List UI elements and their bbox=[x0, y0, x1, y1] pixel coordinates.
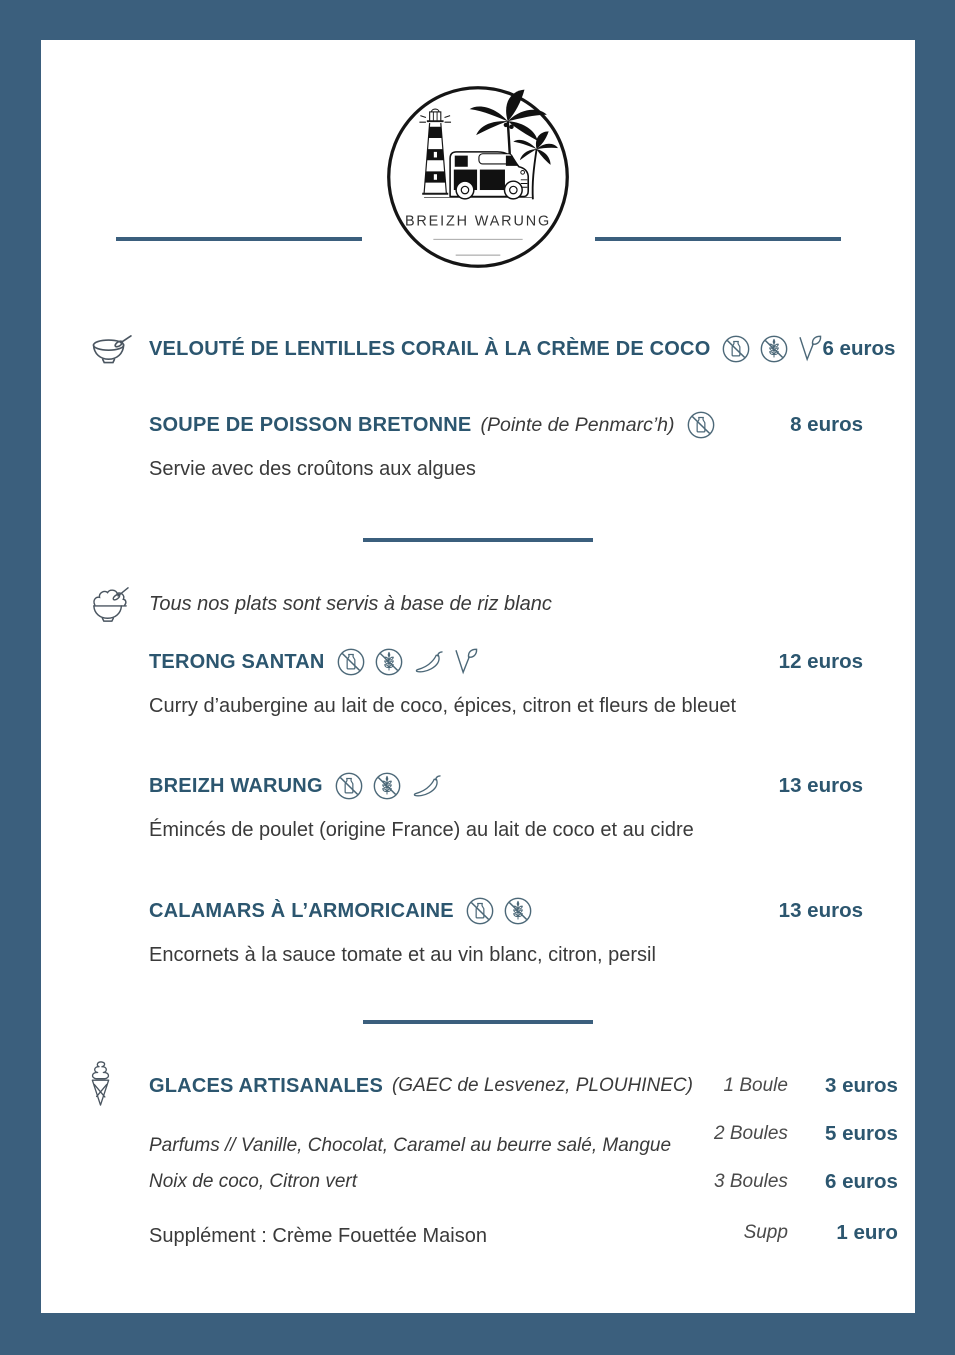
item-price: 13 euros bbox=[778, 774, 863, 797]
item-description: Encornets à la sauce tomate et au vin blanc, citron, persil bbox=[149, 943, 656, 966]
item-price: 12 euros bbox=[778, 650, 863, 673]
item-title: CALAMARS À L’ARMORICAINE bbox=[149, 899, 454, 922]
no-lactose-icon bbox=[465, 896, 495, 926]
no-lactose-icon bbox=[686, 410, 716, 440]
scoop-label: 3 Boules bbox=[713, 1171, 788, 1192]
rice-note-row bbox=[41, 582, 915, 626]
scoop-label: Supp bbox=[743, 1222, 788, 1243]
soup-bowl-icon bbox=[89, 333, 134, 366]
flavors-line-1: Parfums // Vanille, Chocolat, Caramel au beurre salé, Mangue bbox=[149, 1135, 672, 1156]
section-mains bbox=[41, 582, 915, 970]
rice-bowl-icon bbox=[89, 585, 131, 623]
item-title: VELOUTÉ DE LENTILLES CORAIL À LA CRÈME DE COCO bbox=[149, 337, 711, 360]
diet-icons bbox=[686, 410, 716, 440]
scoop-price: 6 euros bbox=[825, 1170, 898, 1193]
item-description: Servie avec des croûtons aux algues bbox=[149, 457, 476, 480]
mains-intro: Tous nos plats sont servis à base de riz blanc bbox=[149, 592, 552, 615]
no-gluten-icon bbox=[372, 771, 402, 801]
section-desserts bbox=[41, 1062, 915, 1260]
no-gluten-icon bbox=[374, 647, 404, 677]
item-note: (Pointe de Penmarc’h) bbox=[480, 413, 675, 436]
desserts-note: (GAEC de Lesvenez, PLOUHINEC) bbox=[391, 1075, 693, 1096]
diet-icons bbox=[721, 334, 822, 364]
item-price: 6 euros bbox=[822, 337, 896, 360]
diet-icons bbox=[334, 771, 443, 801]
item-title: SOUPE DE POISSON BRETONNE bbox=[149, 413, 472, 436]
item-description: Curry d’aubergine au lait de coco, épices, citron et fleurs de bleuet bbox=[149, 694, 737, 717]
rice-bowl-icon bbox=[89, 585, 131, 623]
chili-icon bbox=[412, 649, 445, 676]
ice-cream-icon bbox=[89, 1060, 112, 1108]
vegan-icon bbox=[797, 334, 822, 364]
item-price: 8 euros bbox=[790, 413, 863, 436]
item-title: BREIZH WARUNG bbox=[149, 774, 323, 797]
scoop-label: 1 Boule bbox=[723, 1075, 788, 1096]
diet-icons bbox=[336, 647, 478, 677]
header-line-left bbox=[116, 237, 362, 241]
section-divider bbox=[363, 538, 593, 542]
supplement-text: Supplément : Crème Fouettée Maison bbox=[149, 1224, 487, 1247]
menu-item-soupe bbox=[41, 408, 915, 442]
desserts-title: GLACES ARTISANALES bbox=[149, 1074, 383, 1097]
flavors-line-2: Noix de coco, Citron vert bbox=[149, 1171, 358, 1192]
logo-area bbox=[41, 84, 915, 270]
restaurant-logo bbox=[385, 84, 571, 270]
desserts-title-row bbox=[149, 1062, 693, 1110]
section-starters bbox=[41, 332, 915, 484]
menu-item-terong bbox=[41, 645, 915, 679]
no-gluten-icon bbox=[503, 896, 533, 926]
lighthouse-foodtruck-logo bbox=[385, 84, 571, 270]
header-line-right bbox=[595, 237, 841, 241]
menu-item-breizh-warung bbox=[41, 769, 915, 803]
menu-item-calamars bbox=[41, 894, 915, 928]
no-lactose-icon bbox=[336, 647, 366, 677]
soup-bowl-icon bbox=[89, 333, 134, 366]
diet-icons bbox=[465, 896, 533, 926]
logo-title: BREIZH WARUNG bbox=[404, 213, 552, 230]
menu-card bbox=[41, 40, 915, 1313]
no-lactose-icon bbox=[334, 771, 364, 801]
scoop-price: 5 euros bbox=[825, 1122, 898, 1145]
no-gluten-icon bbox=[759, 334, 789, 364]
item-price: 13 euros bbox=[778, 899, 863, 922]
chili-icon bbox=[410, 773, 443, 800]
section-divider bbox=[363, 1020, 593, 1024]
ice-cream-icon bbox=[89, 1060, 112, 1108]
no-lactose-icon bbox=[721, 334, 751, 364]
scoop-price: 3 euros bbox=[825, 1074, 898, 1097]
menu-item-veloute bbox=[41, 332, 915, 366]
vegan-icon bbox=[453, 647, 478, 677]
scoop-label: 2 Boules bbox=[713, 1123, 788, 1144]
scoop-price: 1 euro bbox=[836, 1221, 898, 1244]
item-title: TERONG SANTAN bbox=[149, 650, 325, 673]
item-description: Émincés de poulet (origine France) au lait de coco et au cidre bbox=[149, 818, 694, 841]
